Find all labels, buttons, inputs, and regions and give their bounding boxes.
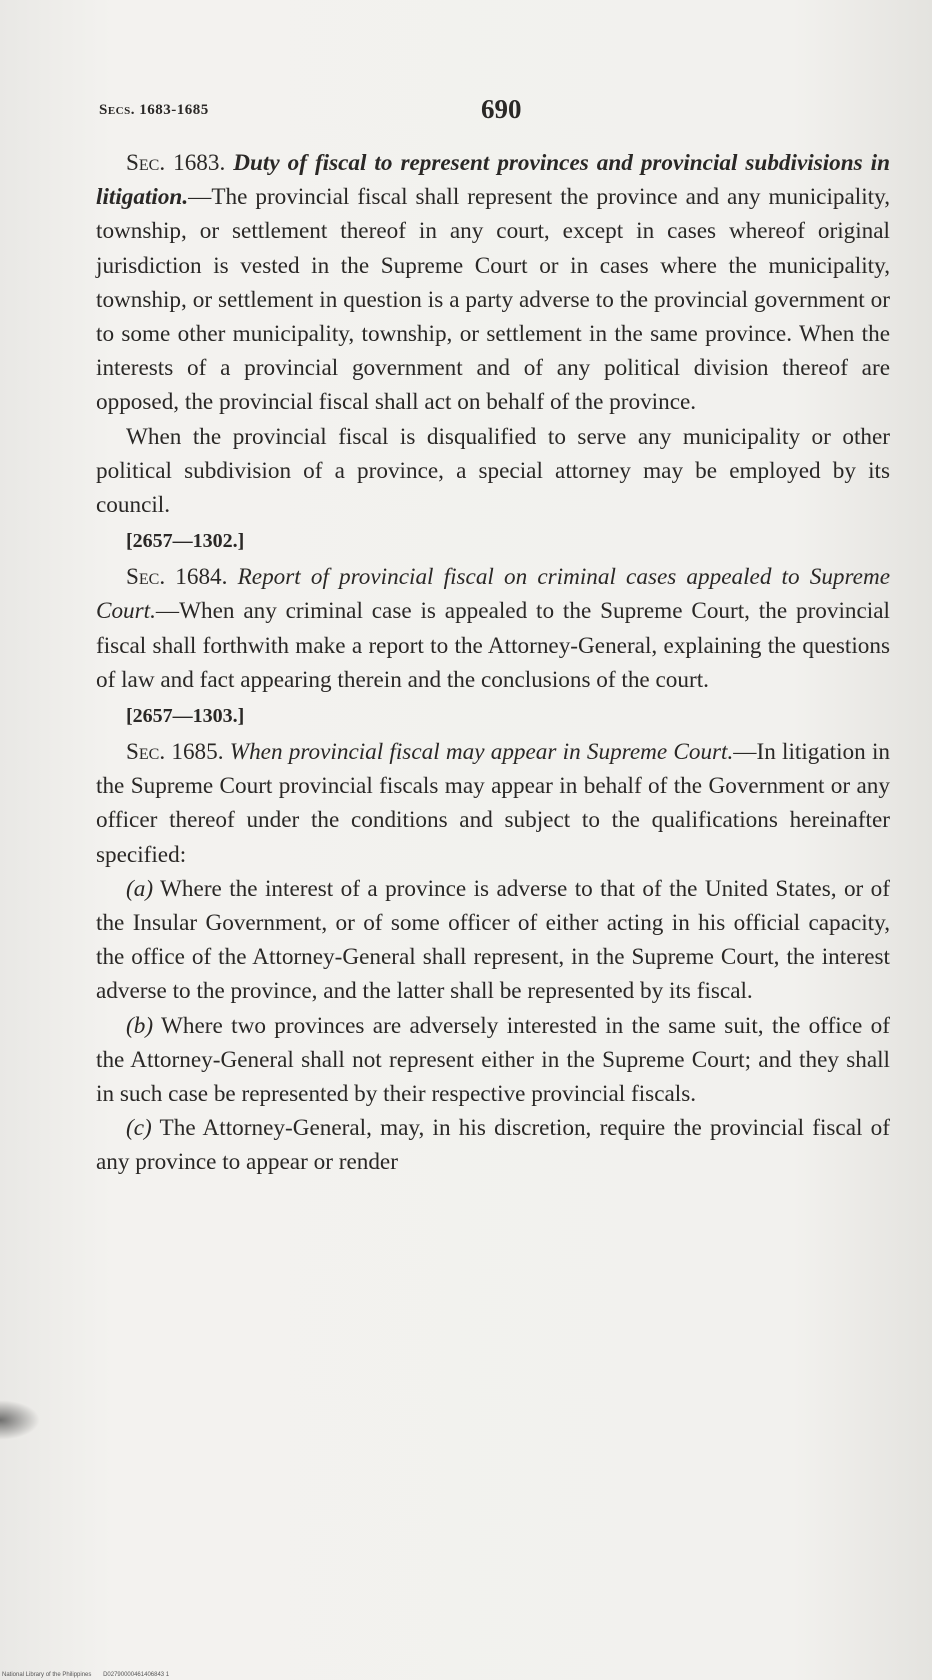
clause-b <box>96 1009 890 1112</box>
section-text: —When any criminal case is appealed to the Supreme Court, the provincial fiscal shall forthwith make a report to the Attorney-General, explaining the questions of law and fact appearing therein and the conclusions of the court. <box>96 598 890 693</box>
section-label: Sec. 1683. <box>126 150 226 176</box>
section-range: Secs. 1683-1685 <box>99 102 209 118</box>
section-title: Report of provincial fiscal on criminal cases appealed to Supreme Court. <box>96 564 891 625</box>
clause-text: The Attorney-General, may, in his discretion, require the provincial fiscal of any province to appear or render <box>96 1115 890 1176</box>
page-number: 690 <box>481 94 522 124</box>
library-name: National Library of the Philippines <box>2 1672 92 1678</box>
clause-label: (a) <box>126 875 154 902</box>
clause-text: Where the interest of a province is adverse to that of the United States, or of the Insular Government, or of some officer of either acting in his official capacity, the office of the Attorney-General shall represent, in the Supreme Court, the interest adverse to the province, and the latter shall be represented by its fiscal. <box>96 875 890 1005</box>
clause-c <box>96 1111 890 1179</box>
section-label: Sec. 1684. <box>126 564 228 591</box>
clause-label: (c) <box>126 1115 152 1142</box>
section-1684 <box>96 560 890 697</box>
section-text: —The provincial fiscal shall represent the province and any municipality, township, or settlement thereof in any court, except in cases whereof original jurisdiction is vested in the Supreme Court or in cases where the municipality, township, or settlement in question is a party adverse to the provincial government or to some other municipality, township, or settlement in the same province. When the interests of a provincial government and of any political division thereof are opposed, the provincial fiscal shall act on behalf of the province. <box>96 184 890 416</box>
clause-text: Where two provinces are adversely interested in the same suit, the office of the Attorney-General shall not represent either in the Supreme Court; and they shall in such case be represented by their respective provincial fiscals. <box>96 1012 890 1108</box>
document-body <box>96 146 890 1180</box>
section-1683-paragraph-2: When the provincial fiscal is disqualified to serve any municipality or other political subdivision of a province, a special attorney may be employed by its council. <box>96 423 890 519</box>
section-title: When provincial fiscal may appear in Supreme Court. <box>229 739 734 766</box>
clause-label: (b) <box>126 1012 154 1039</box>
page-header <box>99 96 879 130</box>
section-title: Duty of fiscal to represent provinces and provincial subdivisions in litigation. <box>96 150 890 211</box>
citation: [2657—1302.] <box>126 530 245 553</box>
section-text: —In litigation in the Supreme Court provincial fiscals may appear in behalf of the Government or any officer thereof under the conditions and subject to the qualifications hereinafter specified: <box>96 739 890 868</box>
scan-blemish <box>0 1400 40 1440</box>
scan-id: D02790000461406843 1 <box>103 1672 170 1678</box>
section-1683 <box>96 146 890 420</box>
citation: [2657—1303.] <box>126 705 245 728</box>
clause-a <box>96 872 890 1009</box>
scan-footer <box>2 1672 169 1678</box>
section-1685 <box>96 735 890 872</box>
section-label: Sec. 1685. <box>126 739 224 766</box>
